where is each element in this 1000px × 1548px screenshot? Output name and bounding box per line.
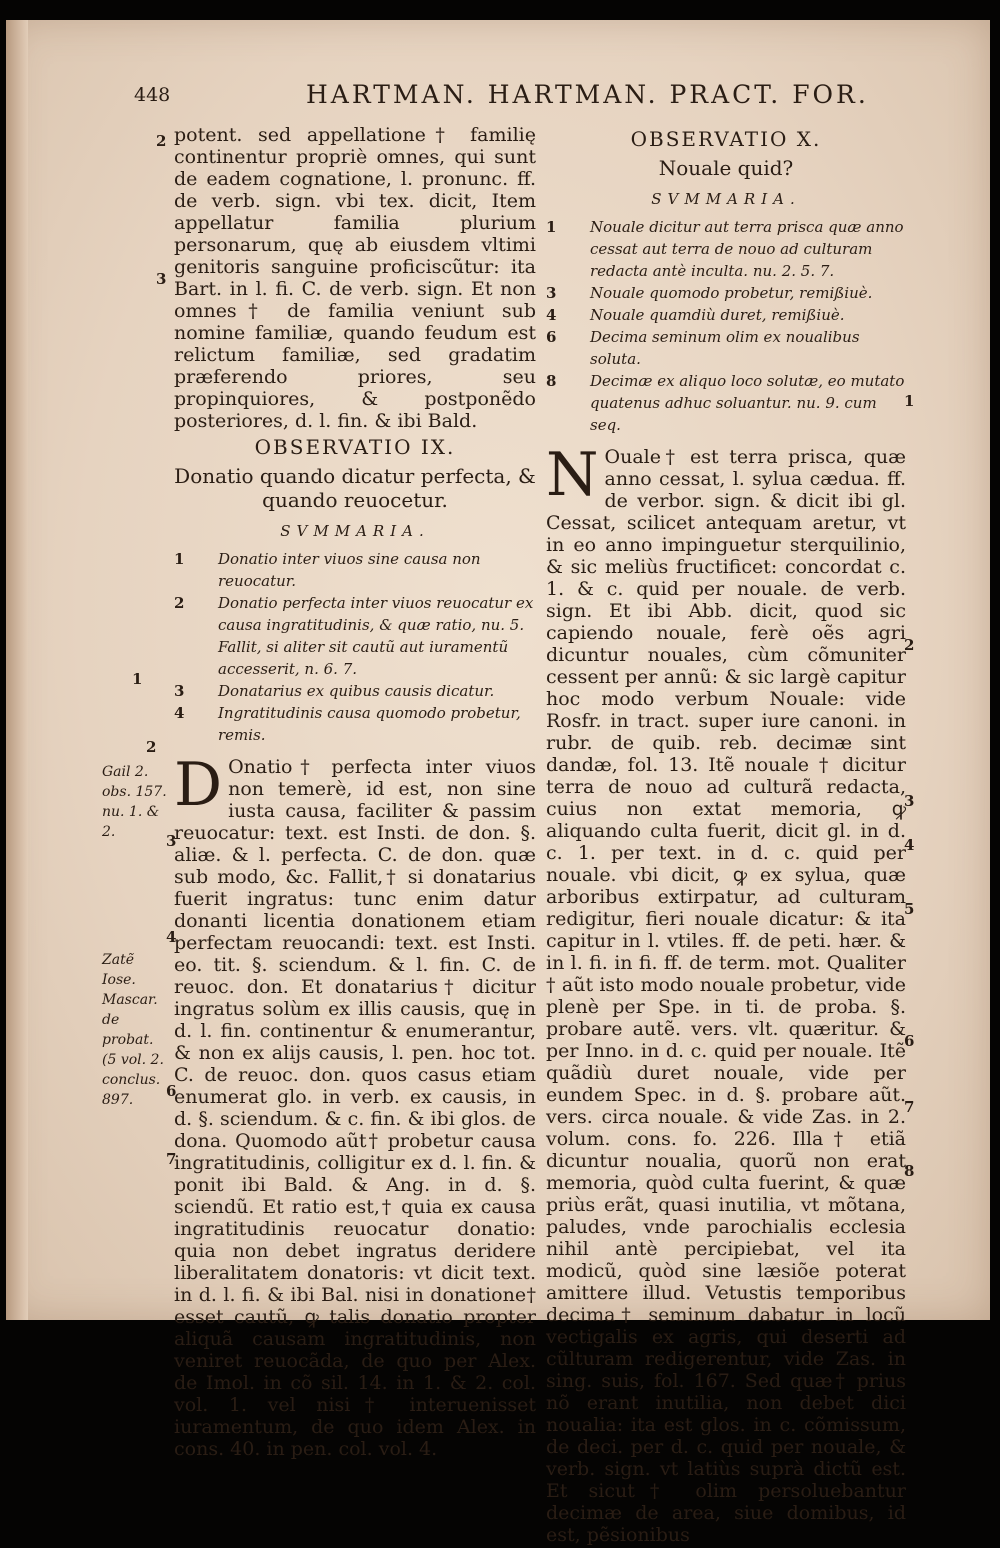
summaria-item: 3 Nouale quomodo probetur, remißiuè.: [546, 284, 873, 302]
left-column: [174, 124, 536, 1462]
summaria-item: 8 Decimæ ex aliquo loco solutæ, eo mutato quatenus adhuc soluantur. nu. 9. cum seq.: [546, 372, 905, 434]
margin-number: 3: [156, 270, 167, 288]
summaria-list: [174, 548, 536, 746]
drop-cap: D: [174, 750, 223, 820]
body-paragraph: N Ouale† est terra prisca, quæ anno cessat, l. sylua cædua. ff. de verbor. sign. & dicit ibi gl. Cessat, scilicet antequam aretur, vt in eo anno impinguetur sterquilinio, & sic meliùs fructificet: concordat c. 1. & c. quid per nouale. de verb. sign. Et ibi Abb. dicit, quod sic capiendo nouale, ferè oẽs agri dicuntur nouales, cùm cõmuniter cessent per annũ: & sic largè capitur hoc modo verbum Nouale: vide Rosfr. in tract. super iure canoni. in rubr. de quib. reb. decimæ sint dandæ, fol. 13. Itẽ nouale † dicitur terra de nouo ad culturã redacta, cuius non extat memoria, ꝙ aliquando culta fuerit, dicit gl. in d. c. 1. per text. in d. c. quid per nouale. vbi dicit, ꝙ ex sylua, quæ arboribus extirpatur, ad culturam redigitur, fieri nouale dicatur: & ita capitur in l. vtiles. ff. de peti. hær. & in l. fi. in fi. ff. de term. mot. Qualiter † aũt isto modo nouale probetur, vide plenè per Spe. in ti. de proba. §. probare autẽ. vers. vlt. quæritur. & per Inno. in d. c. quid per nouale. Itẽ quãdiù duret nouale, vide per eundem Spec. in d. §. probare aũt. vers. circa nouale. & vide Zas. in 2. volum. cons. fo. 226. Illa† etiã dicuntur noualia, quorũ non erat memoria, quòd culta fuerint, & quæ priùs erãt, quasi inutilia, vt mõtana, paludes, vnde parochialis ecclesia nihil antè percipiebat, vel ita modicũ, quòd sine læsiõe poterat amittere illud. Vetustis temporibus decima† seminum dabatur in locũ vectigalis ex agris, qui deserti ad cũlturam redigerentur, vide Zas. in sing. suis, fol. 167. Sed quæ† prius nõ erant inutilia, non debet dici noualia: ita est glos. in c. cõmissum, de deci. per d. c. quid per nouale, & verb. sign. vt latiùs suprà dictũ est. Et sicut† olim persoluebantur decimæ de area, siue domibus, id est, pẽsionibus: [546, 440, 906, 1546]
continuation-paragraph: potent. sed appellatione† familię continentur propriè omnes, qui sunt de eadem cognatione, l. pronunc. ff. de verb. sign. vbi tex. dicit, Item appellatur familia plurium personarum, quę ab eiusdem vltimi genitoris sanguine proficiscũtur: ita Bart. in l. fi. C. de verb. sign. Et non omnes† de familia veniunt sub nomine familiæ, quando feudum est relictum familiæ, sed gradatim præferendo priores, seu propinquiores, & postponẽdo posteriores, d. l. fin. & ibi Bald.: [174, 124, 536, 432]
summaria-item: 3 Donatarius ex quibus causis dicatur.: [174, 682, 495, 700]
summaria-heading: SVMMARIA.: [280, 522, 430, 540]
running-header: [128, 76, 888, 116]
margin-number: 2: [146, 738, 157, 756]
summaria-item: 4 Nouale quamdiù duret, remißiuè.: [546, 306, 845, 324]
body-paragraph: D Onatio† perfecta inter viuos non temerè, id est, non sine iusta causa, faciliter & passim reuocatur: text. est Insti. de don. §. aliæ. & l. perfecta. C. de don. quæ sub modo, &c. Fallit,† si donatarius fuerit ingratus: tunc enim datur donanti licentia donationem etiam perfectam reuocandi: text. est Insti. eo. tit. §. sciendum. & l. fin. C. de reuoc. don. Et donatarius† dicitur ingratus solùm ex illis causis, quę in d. l. fin. continentur & enumerantur, & non ex alijs causis, l. pen. hoc tot. C. de reuoc. don. quos casus etiam enumerat glo. in verb. ex causis, in d. §. sciendum. & c. fin. & ibi glos. de dona. Quomodo aũt† probetur causa ingratitudinis, colligitur ex d. l. fin. & ponit ibi Bald. & Ang. in d. §. sciendũ. Et ratio est,† quia ex causa ingratitudinis reuocatur donatio: quia non debet ingratus deridere liberalitatem donatoris: vt dicit text. in d. l. fi. & ibi Bal. nisi in donatione† esset cautũ, ꝙ talis donatio propter aliquã causam ingratitudinis, non veniret reuocãda, de quo per Alex. de Imol. in cõ sil. 14. in 1. & 2. col. vol. 1. vel nisi† interuenisset iuramentum, de quo idem Alex. in cons. 40. in pen. col. vol. 4.: [174, 750, 536, 1460]
drop-cap: N: [546, 440, 599, 510]
margin-number: 2: [156, 132, 167, 150]
margin-number: 6: [166, 1082, 177, 1100]
observation-title: OBSERVATIO X.: [630, 127, 822, 151]
margin-number: 4: [166, 928, 177, 946]
margin-number: 6: [904, 1032, 915, 1050]
summaria-list: [546, 216, 906, 436]
margin-number: 8: [904, 1162, 915, 1180]
margin-note: Gail 2. obs. 157. nu. 1. & 2.: [102, 764, 167, 840]
observation-subtitle: Nouale quid?: [658, 156, 794, 180]
page-number: 448: [134, 84, 171, 106]
margin-number: 1: [904, 392, 915, 410]
margin-number: 7: [904, 1098, 915, 1116]
margin-number: 5: [904, 900, 915, 918]
summaria-item: 4 Ingratitudinis causa quomodo probetur, remis.: [174, 704, 521, 744]
page-gutter: [6, 20, 28, 1320]
book-page: [6, 20, 990, 1546]
margin-number: 3: [904, 792, 915, 810]
margin-number: 4: [904, 836, 915, 854]
summaria-item: 2 Donatio perfecta inter viuos reuocatur ex causa ingratitudinis, & quæ ratio, nu. 5. Fallit, si aliter sit cautũ aut iuramentũ accesserit, n. 6. 7.: [174, 594, 534, 678]
margin-number: 7: [166, 1150, 177, 1168]
summaria-item: 1 Nouale dicitur aut terra prisca quæ anno cessat aut terra de nouo ad culturam redacta antè inculta. nu. 2. 5. 7.: [546, 218, 904, 280]
summaria-item: 6 Decima seminum olim ex noualibus soluta.: [546, 328, 860, 368]
margin-number: 1: [132, 670, 143, 688]
margin-note: Zatẽ Iose. Mascar. de probat. (5 vol. 2. conclus. 897.: [102, 952, 164, 1108]
observation-title: OBSERVATIO IX.: [254, 435, 456, 459]
summaria-heading: SVMMARIA.: [651, 190, 801, 208]
running-title: HARTMAN. HARTMAN. PRACT. FOR.: [306, 80, 869, 109]
summaria-item: 1 Donatio inter viuos sine causa non reuocatur.: [174, 550, 481, 590]
right-column: [546, 124, 906, 1548]
margin-number: 3: [166, 832, 177, 850]
margin-number: 2: [904, 636, 915, 654]
observation-subtitle: Donatio quando dicatur perfecta, & quando reuocetur.: [174, 464, 536, 512]
